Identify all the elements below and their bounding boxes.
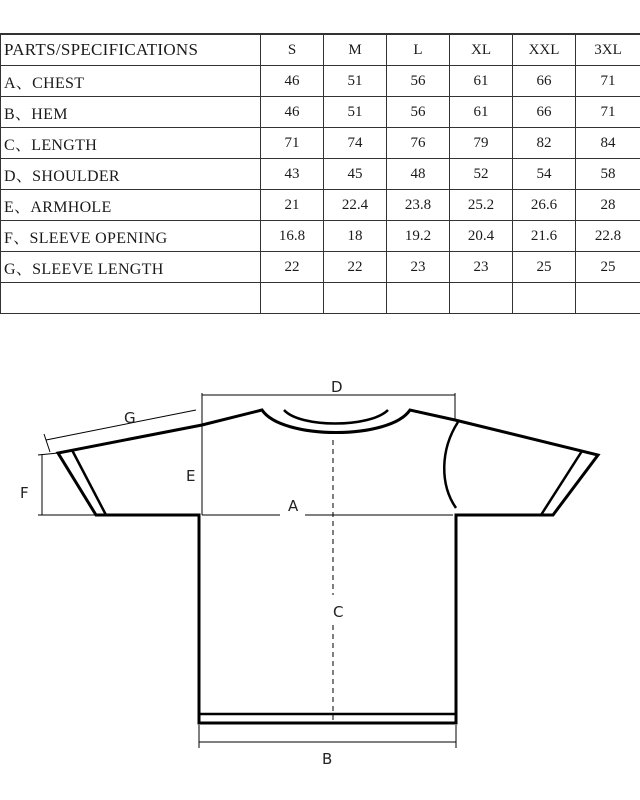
- table-cell: 51: [324, 66, 387, 97]
- table-cell: 21.6: [513, 221, 576, 252]
- table-row-empty: [1, 283, 640, 314]
- table-cell-empty: [513, 283, 576, 314]
- row-label: B、HEM: [1, 97, 261, 128]
- table-cell: 21: [261, 190, 324, 221]
- table-cell: 20.4: [450, 221, 513, 252]
- row-label: F、SLEEVE OPENING: [1, 221, 261, 252]
- table-cell: 19.2: [387, 221, 450, 252]
- label-d: D: [331, 378, 343, 396]
- table-cell: 43: [261, 159, 324, 190]
- measure-tick-f-top: [38, 453, 58, 455]
- table-cell: 23: [450, 252, 513, 283]
- right-armhole-seam: [444, 422, 458, 508]
- table-cell: 48: [387, 159, 450, 190]
- table-cell: 26.6: [513, 190, 576, 221]
- row-label: C、LENGTH: [1, 128, 261, 159]
- table-cell: 79: [450, 128, 513, 159]
- table-cell: 58: [576, 159, 640, 190]
- table-cell: 52: [450, 159, 513, 190]
- label-a: A: [288, 497, 299, 515]
- tshirt-body-outline: [58, 410, 598, 723]
- header-size-s: S: [261, 35, 324, 66]
- table-cell: 28: [576, 190, 640, 221]
- top-blank-row: [0, 0, 640, 34]
- header-size-3xl: 3XL: [576, 35, 640, 66]
- table-cell: 45: [324, 159, 387, 190]
- label-g: G: [124, 409, 136, 427]
- table-cell-empty: [387, 283, 450, 314]
- table-header-row: [1, 35, 640, 66]
- table-cell: 76: [387, 128, 450, 159]
- table-cell: 51: [324, 97, 387, 128]
- table-cell: 56: [387, 97, 450, 128]
- table-cell: 71: [576, 66, 640, 97]
- table-cell: 22: [324, 252, 387, 283]
- table-cell: 61: [450, 97, 513, 128]
- table-cell-empty: [324, 283, 387, 314]
- table-cell: 56: [387, 66, 450, 97]
- header-size-m: M: [324, 35, 387, 66]
- row-label: D、SHOULDER: [1, 159, 261, 190]
- header-parts-specifications: PARTS/SPECIFICATIONS: [1, 35, 261, 66]
- table-cell: 16.8: [261, 221, 324, 252]
- label-c: C: [333, 603, 344, 621]
- size-chart-table: [0, 34, 640, 314]
- table-cell: 74: [324, 128, 387, 159]
- table-cell: 66: [513, 97, 576, 128]
- table-cell: 23: [387, 252, 450, 283]
- tshirt-measurement-diagram: [0, 312, 640, 800]
- table-cell: 22.8: [576, 221, 640, 252]
- table-cell: 22: [261, 252, 324, 283]
- table-cell-empty: [576, 283, 640, 314]
- table-row-armhole: [1, 190, 640, 221]
- header-size-xxl: XXL: [513, 35, 576, 66]
- table-row-hem: [1, 97, 640, 128]
- table-cell: 71: [576, 97, 640, 128]
- table-cell: 25: [576, 252, 640, 283]
- table-row-chest: [1, 66, 640, 97]
- row-label: G、SLEEVE LENGTH: [1, 252, 261, 283]
- table-cell: 18: [324, 221, 387, 252]
- collar-inner-curve: [284, 410, 388, 424]
- row-label: E、ARMHOLE: [1, 190, 261, 221]
- header-size-xl: XL: [450, 35, 513, 66]
- table-cell: 66: [513, 66, 576, 97]
- table-cell: 23.8: [387, 190, 450, 221]
- table-cell-empty: [261, 283, 324, 314]
- row-label: A、CHEST: [1, 66, 261, 97]
- table-row-sleeve-length: [1, 252, 640, 283]
- table-cell: 25.2: [450, 190, 513, 221]
- table-cell-empty: [1, 283, 261, 314]
- table-cell: 71: [261, 128, 324, 159]
- table-cell: 22.4: [324, 190, 387, 221]
- header-size-l: L: [387, 35, 450, 66]
- table-cell: 61: [450, 66, 513, 97]
- label-e: E: [186, 467, 196, 485]
- table-cell: 25: [513, 252, 576, 283]
- table-row-length: [1, 128, 640, 159]
- table-cell: 82: [513, 128, 576, 159]
- measure-line-g: [46, 410, 196, 440]
- table-cell-empty: [450, 283, 513, 314]
- table-row-sleeve-opening: [1, 221, 640, 252]
- table-row-shoulder: [1, 159, 640, 190]
- label-b: B: [322, 750, 333, 768]
- table-cell: 54: [513, 159, 576, 190]
- label-f: F: [20, 484, 29, 502]
- table-cell: 84: [576, 128, 640, 159]
- measure-tick-g-left: [44, 434, 50, 452]
- table-cell: 46: [261, 97, 324, 128]
- table-cell: 46: [261, 66, 324, 97]
